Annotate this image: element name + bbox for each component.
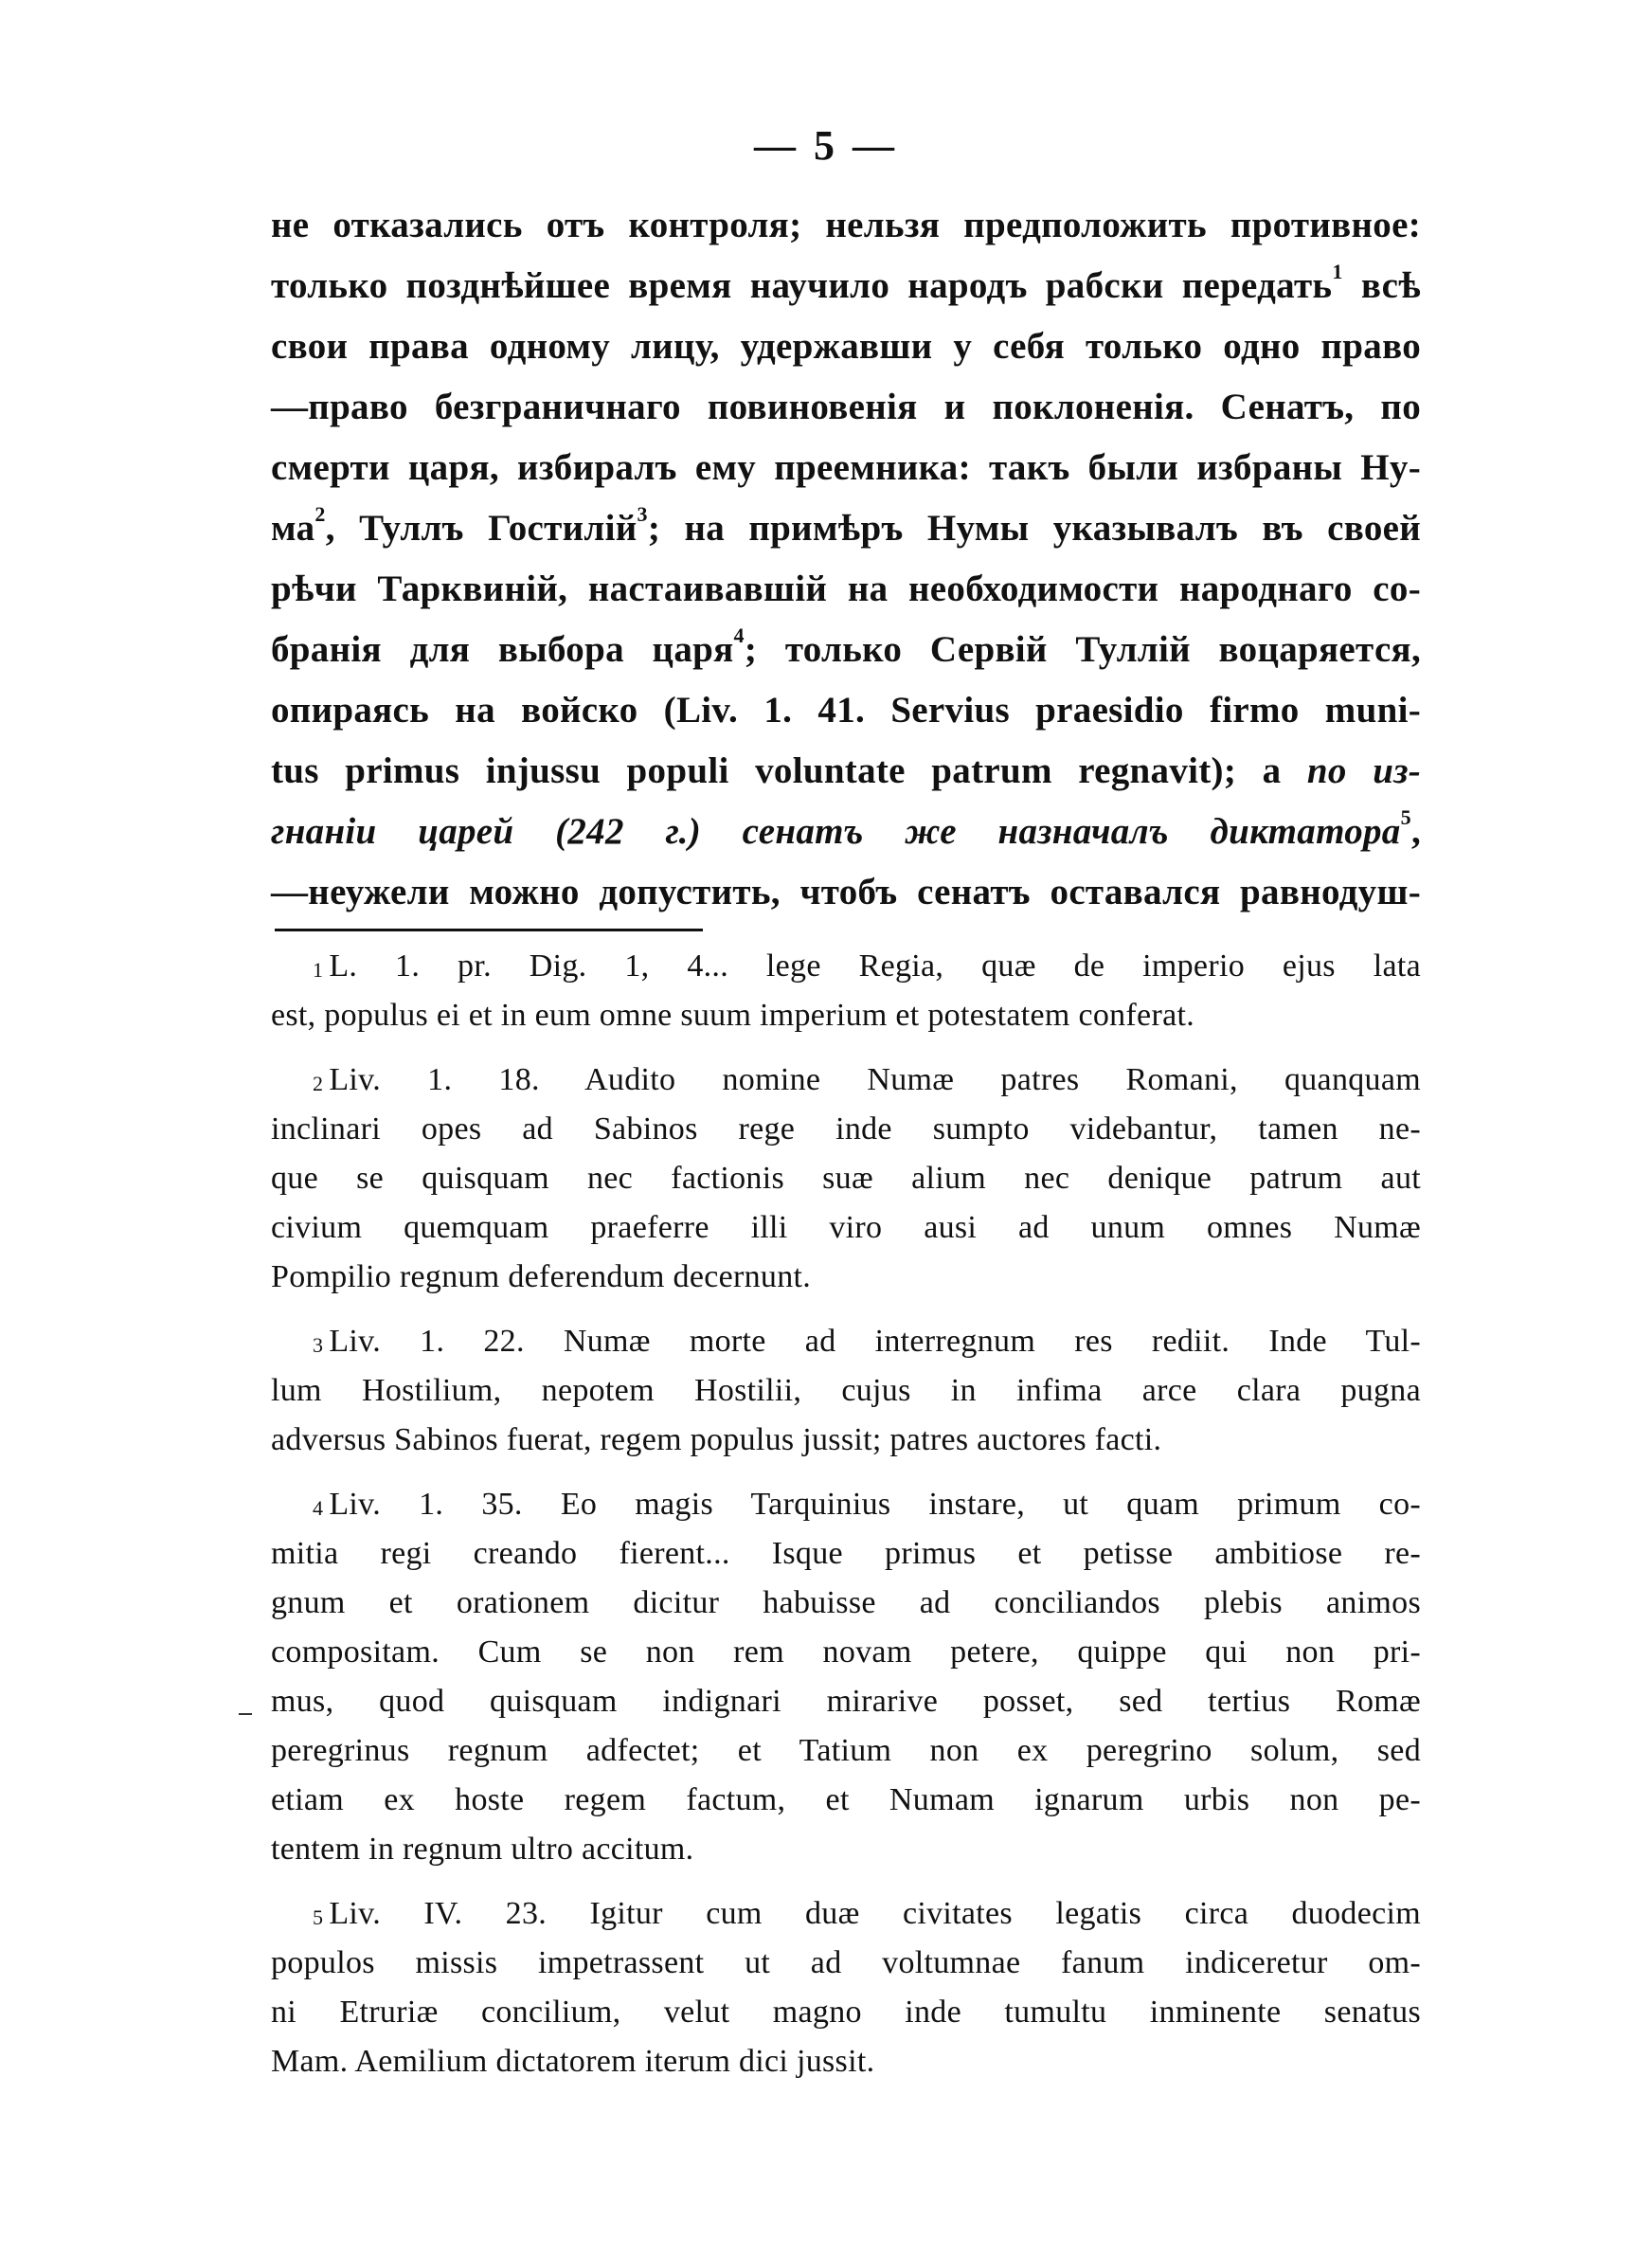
body-text-fragment: , bbox=[1410, 811, 1421, 852]
body-line-5: смерти царя, избиралъ ему преемника: такъ были избраны Ну- bbox=[271, 447, 1421, 488]
footnote-text: compositam. Cum se non rem novam petere, quippe qui non pri- bbox=[271, 1634, 1421, 1670]
footnote-text: lum Hostilium, nepotem Hostilii, cujus in infima arce clara pugna bbox=[271, 1373, 1421, 1408]
footnote-3-line-1 bbox=[271, 1317, 1421, 1366]
footnote-text: inclinari opes ad Sabinos rege inde sumpto videbantur, tamen ne- bbox=[271, 1111, 1421, 1147]
footnote-2-line-1 bbox=[271, 1056, 1421, 1105]
footnote-text: populos missis impetrassent ut ad voltumnae fanum indiceretur om- bbox=[271, 1945, 1421, 1980]
main-text bbox=[271, 195, 1421, 923]
footnote-4-line-4 bbox=[271, 1628, 1421, 1677]
footnote-text: etiam ex hoste regem factum, et Numam ignarum urbis non pe- bbox=[271, 1782, 1421, 1817]
footnote-4-line-6 bbox=[271, 1726, 1421, 1776]
footnote-5-line-2 bbox=[271, 1939, 1421, 1988]
footnote-2-line-5 bbox=[271, 1253, 1421, 1302]
footnote-text: ni Etruriæ concilium, velut magno inde tumultu inminente senatus bbox=[271, 1995, 1421, 2030]
body-text-fragment: ; только Сервій Туллій воцаряется, bbox=[744, 629, 1422, 670]
footnote-2-line-4 bbox=[271, 1203, 1421, 1253]
footnote-3-line-3 bbox=[271, 1416, 1421, 1465]
footnote-mark: 5 bbox=[313, 1905, 324, 1929]
footnote-4-line-5 bbox=[271, 1677, 1421, 1726]
footnote-text: est, populus ei et in eum omne suum imperium et potestatem conferat. bbox=[271, 998, 1195, 1033]
footnote-text: Liv. 1. 35. Eo magis Tarquinius instare, ut quam primum co- bbox=[329, 1487, 1421, 1522]
footnote-ref-2: 2 bbox=[314, 502, 326, 526]
body-text-fragment: ма bbox=[271, 508, 315, 549]
footnote-text: que se quisquam nec factionis suæ alium nec denique patrum aut bbox=[271, 1161, 1421, 1196]
footnote-1-line-2 bbox=[271, 991, 1421, 1040]
footnote-text: Liv. IV. 23. Igitur cum duæ civitates legatis circa duodecim bbox=[329, 1896, 1421, 1931]
footnote-text: Liv. 1. 18. Audito nomine Numæ patres Romani, quanquam bbox=[329, 1062, 1421, 1097]
footnote-text: L. 1. pr. Dig. 1, 4... lege Regia, quæ de imperio ejus lata bbox=[329, 948, 1421, 984]
footnote-mark: 1 bbox=[313, 958, 324, 982]
page-number: — 5 — bbox=[754, 122, 898, 169]
body-line-2 bbox=[271, 256, 1421, 316]
footnote-4-line-3 bbox=[271, 1579, 1421, 1628]
body-text-fragment: tus primus injussu populi voluntate patrum regnavit); а bbox=[271, 750, 1307, 791]
footnote-ref-4: 4 bbox=[733, 623, 745, 647]
italic-text: по из- bbox=[1306, 750, 1421, 791]
body-line-11 bbox=[271, 802, 1421, 862]
footnote-5-line-4 bbox=[271, 2037, 1421, 2086]
footnote-1-line-1 bbox=[271, 942, 1421, 991]
body-text-fragment: всѣ bbox=[1342, 265, 1421, 306]
footnote-text: peregrinus regnum adfectet; et Tatium non ex peregrino solum, sed bbox=[271, 1733, 1421, 1768]
footnote-1 bbox=[271, 942, 1421, 1040]
footnote-separator bbox=[275, 929, 703, 931]
footnote-2-line-2 bbox=[271, 1105, 1421, 1154]
footnote-text: Mam. Aemilium dictatorem iterum dici jussit. bbox=[271, 2044, 875, 2079]
footnote-text: tentem in regnum ultro accitum. bbox=[271, 1832, 694, 1867]
footnote-text: mitia regi creando fierent... Isque primus et petisse ambitiose re- bbox=[271, 1536, 1421, 1571]
footnote-text: Pompilio regnum deferendum decernunt. bbox=[271, 1259, 812, 1294]
margin-mark bbox=[239, 1713, 252, 1715]
footnote-3-line-2 bbox=[271, 1366, 1421, 1416]
footnote-text: mus, quod quisquam indignari mirarive posset, sed tertius Romæ bbox=[271, 1684, 1421, 1719]
body-line-1: не отказались отъ контроля; нельзя предположить противное: bbox=[271, 205, 1421, 245]
footnote-ref-5: 5 bbox=[1400, 805, 1411, 829]
footnote-text: civium quemquam praeferre illi viro ausi ad unum omnes Numæ bbox=[271, 1210, 1421, 1245]
body-line-10 bbox=[271, 741, 1421, 802]
footnote-text: Liv. 1. 22. Numæ morte ad interregnum res rediit. Inde Tul- bbox=[329, 1324, 1421, 1359]
footnote-3 bbox=[271, 1317, 1421, 1465]
footnote-4 bbox=[271, 1480, 1421, 1874]
body-line-4: —право безграничнаго повиновенія и поклоненія. Сенатъ, по bbox=[271, 387, 1421, 427]
footnote-mark: 4 bbox=[313, 1496, 324, 1520]
footnotes-section bbox=[271, 942, 1421, 2102]
body-line-9: опираясь на войско (Liv. 1. 41. Servius praesidio firmo muni- bbox=[271, 690, 1421, 731]
footnote-2-line-3 bbox=[271, 1154, 1421, 1203]
body-text-fragment: , Туллъ Гостилій bbox=[325, 508, 637, 549]
body-text-fragment: только позднѣйшее время научило народъ рабски передать bbox=[271, 265, 1333, 306]
footnote-2 bbox=[271, 1056, 1421, 1302]
italic-text: гнаніи царей (242 г.) сенатъ же назначалъ диктатора bbox=[271, 811, 1401, 852]
footnote-ref-3: 3 bbox=[637, 502, 648, 526]
footnote-ref-1: 1 bbox=[1332, 260, 1343, 283]
footnote-4-line-7 bbox=[271, 1776, 1421, 1825]
body-line-3: свои права одному лицу, удержавши у себя только одно право bbox=[271, 326, 1421, 367]
footnote-mark: 2 bbox=[313, 1072, 324, 1095]
footnote-4-line-2 bbox=[271, 1529, 1421, 1579]
footnote-5 bbox=[271, 1889, 1421, 2086]
footnote-text: gnum et orationem dicitur habuisse ad conciliandos plebis animos bbox=[271, 1585, 1421, 1620]
footnote-mark: 3 bbox=[313, 1333, 324, 1357]
body-line-8 bbox=[271, 620, 1421, 680]
footnote-5-line-3 bbox=[271, 1988, 1421, 2037]
footnote-4-line-1 bbox=[271, 1480, 1421, 1529]
footnote-5-line-1 bbox=[271, 1889, 1421, 1939]
body-line-12: —неужели можно допустить, чтобъ сенатъ оставался равнодуш- bbox=[271, 872, 1421, 912]
body-line-7: рѣчи Тарквиній, настаивавшій на необходимости народнаго со- bbox=[271, 569, 1421, 609]
body-text-fragment: ; на примѣръ Нумы указывалъ въ своей bbox=[647, 508, 1421, 549]
body-text-fragment: бранія для выбора царя bbox=[271, 629, 734, 670]
footnote-4-line-8 bbox=[271, 1825, 1421, 1874]
body-line-6 bbox=[271, 498, 1421, 559]
footnote-text: adversus Sabinos fuerat, regem populus jussit; patres auctores facti. bbox=[271, 1422, 1162, 1457]
